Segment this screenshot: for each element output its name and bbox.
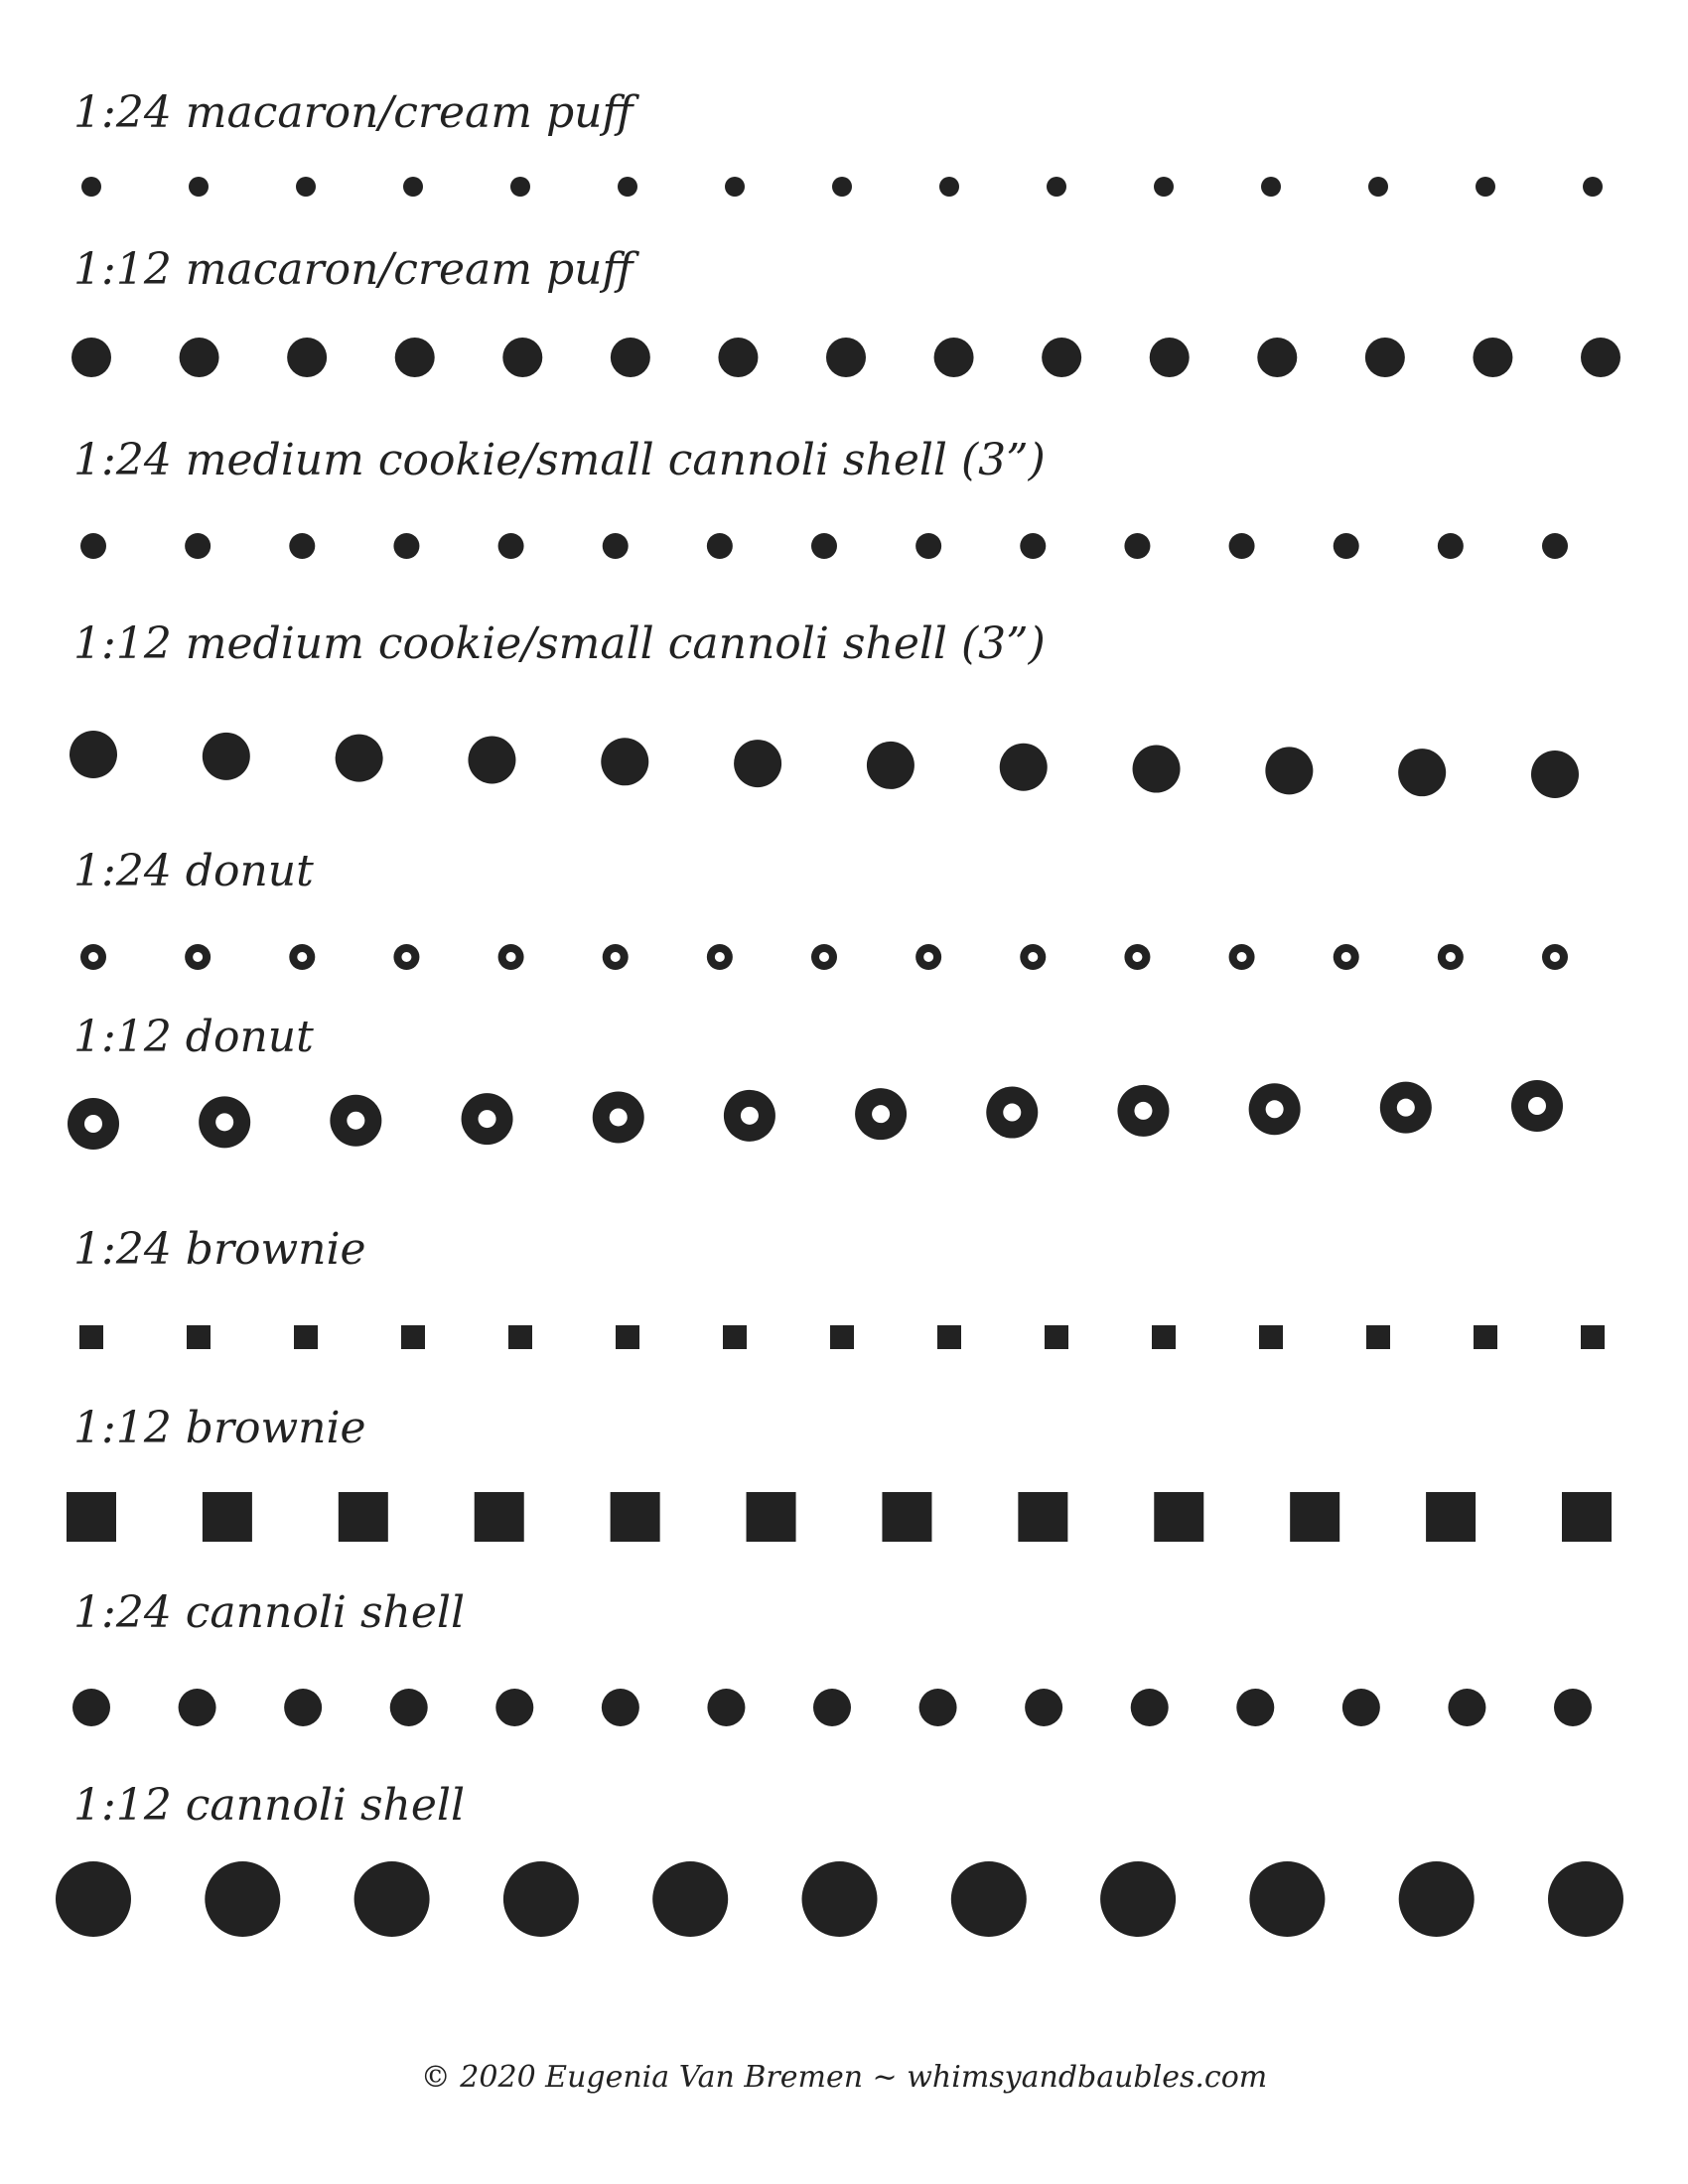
round-dot-shape: [284, 1689, 322, 1726]
donut-ring-shape: [986, 1087, 1038, 1139]
donut-hole: [923, 952, 933, 962]
round-dot-shape: [1448, 1689, 1485, 1726]
donut-hole: [715, 952, 725, 962]
round-dot-shape: [1133, 746, 1181, 793]
round-dot-shape: [1042, 338, 1081, 377]
donut-hole: [1528, 1097, 1546, 1115]
donut-ring-shape: [1117, 1085, 1169, 1137]
brownie-square-shape: [1474, 1325, 1497, 1349]
round-dot-shape: [1554, 1689, 1592, 1726]
round-dot-shape: [336, 735, 383, 782]
donut-ring-shape: [289, 944, 315, 970]
round-dot-shape: [203, 733, 250, 780]
round-dot-shape: [81, 177, 101, 197]
donut-ring-shape: [1380, 1082, 1432, 1134]
round-dot-shape: [832, 177, 852, 197]
round-dot-shape: [495, 1689, 533, 1726]
round-dot-shape: [289, 533, 315, 559]
round-dot-shape: [1154, 177, 1174, 197]
round-dot-shape: [919, 1689, 957, 1726]
donut-hole: [479, 1110, 496, 1128]
donut-ring-shape: [185, 944, 211, 970]
brownie-square-shape: [475, 1492, 524, 1542]
brownie-square-shape: [79, 1325, 103, 1349]
round-dot-shape: [1476, 177, 1495, 197]
section-title-1-24-cannoli-shell: 1:24 cannoli shell: [73, 1587, 466, 1638]
round-dot-shape: [611, 338, 650, 377]
round-dot-shape: [390, 1689, 428, 1726]
round-dot-shape: [1583, 177, 1603, 197]
round-dot-shape: [395, 338, 435, 377]
donut-ring-shape: [68, 1098, 119, 1150]
round-dot-shape: [826, 338, 866, 377]
donut-ring-shape: [199, 1096, 250, 1148]
round-dot-shape: [718, 338, 758, 377]
brownie-square-shape: [937, 1325, 961, 1349]
brownie-square-shape: [187, 1325, 211, 1349]
round-dot-shape: [1047, 177, 1066, 197]
round-dot-shape: [939, 177, 959, 197]
round-dot-shape: [734, 740, 781, 787]
donut-hole: [1341, 952, 1351, 962]
brownie-square-shape: [830, 1325, 854, 1349]
brownie-square-shape: [1018, 1492, 1067, 1542]
brownie-square-shape: [747, 1492, 796, 1542]
donut-hole: [1550, 952, 1560, 962]
donut-ring-shape: [1438, 944, 1464, 970]
donut-hole: [611, 952, 621, 962]
brownie-square-shape: [1152, 1325, 1176, 1349]
round-dot-shape: [1131, 1689, 1169, 1726]
brownie-square-shape: [1366, 1325, 1390, 1349]
round-dot-shape: [725, 177, 745, 197]
donut-hole: [1028, 952, 1038, 962]
brownie-square-shape: [401, 1325, 425, 1349]
round-dot-shape: [1473, 338, 1512, 377]
brownie-square-shape: [67, 1492, 116, 1542]
round-dot-shape: [618, 177, 637, 197]
round-dot-shape: [1236, 1689, 1274, 1726]
brownie-square-shape: [1581, 1325, 1605, 1349]
round-dot-shape: [71, 338, 111, 377]
round-dot-shape: [1398, 749, 1446, 796]
donut-hole: [1446, 952, 1456, 962]
round-dot-shape: [934, 338, 974, 377]
donut-ring-shape: [1229, 944, 1255, 970]
donut-hole: [741, 1107, 759, 1125]
brownie-square-shape: [1426, 1492, 1476, 1542]
round-dot-shape: [915, 533, 941, 559]
donut-hole: [819, 952, 829, 962]
section-title-1-12-medium-cookie: 1:12 medium cookie/small cannoli shell (3”): [73, 618, 1046, 669]
section-title-1-24-brownie: 1:24 brownie: [73, 1224, 366, 1275]
donut-hole: [84, 1115, 102, 1133]
donut-ring-shape: [707, 944, 733, 970]
donut-ring-shape: [462, 1093, 513, 1145]
round-dot-shape: [1581, 338, 1620, 377]
donut-hole: [1397, 1099, 1415, 1117]
donut-hole: [193, 952, 203, 962]
brownie-square-shape: [1154, 1492, 1203, 1542]
round-dot-shape: [867, 742, 914, 789]
brownie-square-shape: [882, 1492, 931, 1542]
round-dot-shape: [603, 533, 629, 559]
donut-ring-shape: [498, 944, 524, 970]
round-dot-shape: [1229, 533, 1255, 559]
donut-ring-shape: [915, 944, 941, 970]
round-dot-shape: [185, 533, 211, 559]
donut-ring-shape: [1124, 944, 1150, 970]
round-dot-shape: [510, 177, 530, 197]
donut-hole: [401, 952, 411, 962]
round-dot-shape: [1025, 1689, 1062, 1726]
donut-ring-shape: [1020, 944, 1046, 970]
round-dot-shape: [354, 1861, 430, 1937]
round-dot-shape: [1257, 338, 1297, 377]
round-dot-shape: [296, 177, 316, 197]
round-dot-shape: [652, 1861, 728, 1937]
round-dot-shape: [1365, 338, 1405, 377]
section-title-1-24-donut: 1:24 donut: [73, 846, 314, 896]
round-dot-shape: [287, 338, 327, 377]
brownie-square-shape: [339, 1492, 388, 1542]
donut-hole: [506, 952, 516, 962]
round-dot-shape: [1542, 533, 1568, 559]
donut-ring-shape: [593, 1091, 644, 1143]
donut-hole: [1266, 1100, 1284, 1118]
round-dot-shape: [707, 1689, 745, 1726]
round-dot-shape: [1368, 177, 1388, 197]
brownie-square-shape: [723, 1325, 747, 1349]
brownie-square-shape: [508, 1325, 532, 1349]
donut-ring-shape: [811, 944, 837, 970]
donut-ring-shape: [855, 1088, 907, 1140]
round-dot-shape: [503, 1861, 579, 1937]
round-dot-shape: [468, 736, 515, 783]
round-dot-shape: [1438, 533, 1464, 559]
round-dot-shape: [72, 1689, 110, 1726]
round-dot-shape: [1000, 744, 1048, 791]
donut-ring-shape: [393, 944, 419, 970]
round-dot-shape: [80, 533, 106, 559]
donut-hole: [347, 1112, 364, 1130]
round-dot-shape: [951, 1861, 1027, 1937]
round-dot-shape: [1265, 747, 1313, 794]
donut-hole: [1237, 952, 1247, 962]
round-dot-shape: [498, 533, 524, 559]
donut-hole: [610, 1108, 628, 1126]
round-dot-shape: [601, 738, 648, 785]
brownie-square-shape: [294, 1325, 318, 1349]
round-dot-shape: [1399, 1861, 1475, 1937]
donut-hole: [88, 952, 98, 962]
brownie-square-shape: [1045, 1325, 1068, 1349]
round-dot-shape: [179, 1689, 216, 1726]
round-dot-shape: [1249, 1861, 1325, 1937]
section-title-1-12-brownie: 1:12 brownie: [73, 1403, 366, 1453]
round-dot-shape: [1548, 1861, 1623, 1937]
donut-ring-shape: [1249, 1083, 1301, 1135]
brownie-square-shape: [1562, 1492, 1612, 1542]
brownie-square-shape: [616, 1325, 639, 1349]
round-dot-shape: [70, 731, 117, 778]
donut-hole: [872, 1105, 890, 1123]
section-title-1-24-medium-cookie: 1:24 medium cookie/small cannoli shell (3”): [73, 435, 1046, 485]
round-dot-shape: [707, 533, 733, 559]
round-dot-shape: [205, 1861, 280, 1937]
round-dot-shape: [1020, 533, 1046, 559]
footer-copyright: © 2020 Eugenia Van Bremen ~ whimsyandbaubles.com: [420, 2060, 1268, 2095]
donut-ring-shape: [1511, 1080, 1563, 1132]
round-dot-shape: [403, 177, 423, 197]
round-dot-shape: [180, 338, 219, 377]
round-dot-shape: [1261, 177, 1281, 197]
round-dot-shape: [189, 177, 209, 197]
donut-ring-shape: [80, 944, 106, 970]
round-dot-shape: [811, 533, 837, 559]
donut-hole: [1132, 952, 1142, 962]
donut-hole: [297, 952, 307, 962]
round-dot-shape: [1342, 1689, 1380, 1726]
round-dot-shape: [1124, 533, 1150, 559]
section-title-1-12-donut: 1:12 donut: [73, 1012, 314, 1062]
section-title-1-24-macaron: 1:24 macaron/cream puff: [73, 87, 633, 138]
donut-ring-shape: [1334, 944, 1359, 970]
section-title-1-12-cannoli-shell: 1:12 cannoli shell: [73, 1780, 466, 1831]
donut-hole: [1003, 1104, 1021, 1122]
donut-hole: [215, 1113, 233, 1131]
brownie-square-shape: [1259, 1325, 1283, 1349]
donut-ring-shape: [1542, 944, 1568, 970]
round-dot-shape: [502, 338, 542, 377]
round-dot-shape: [1150, 338, 1190, 377]
round-dot-shape: [813, 1689, 851, 1726]
round-dot-shape: [1531, 751, 1579, 798]
donut-hole: [1134, 1102, 1152, 1120]
round-dot-shape: [602, 1689, 639, 1726]
donut-ring-shape: [603, 944, 629, 970]
brownie-square-shape: [203, 1492, 252, 1542]
brownie-square-shape: [611, 1492, 660, 1542]
donut-ring-shape: [724, 1090, 775, 1142]
round-dot-shape: [1334, 533, 1359, 559]
round-dot-shape: [1100, 1861, 1176, 1937]
round-dot-shape: [393, 533, 419, 559]
donut-ring-shape: [330, 1095, 381, 1147]
section-title-1-12-macaron: 1:12 macaron/cream puff: [73, 244, 633, 295]
round-dot-shape: [56, 1861, 131, 1937]
brownie-square-shape: [1290, 1492, 1339, 1542]
round-dot-shape: [802, 1861, 878, 1937]
